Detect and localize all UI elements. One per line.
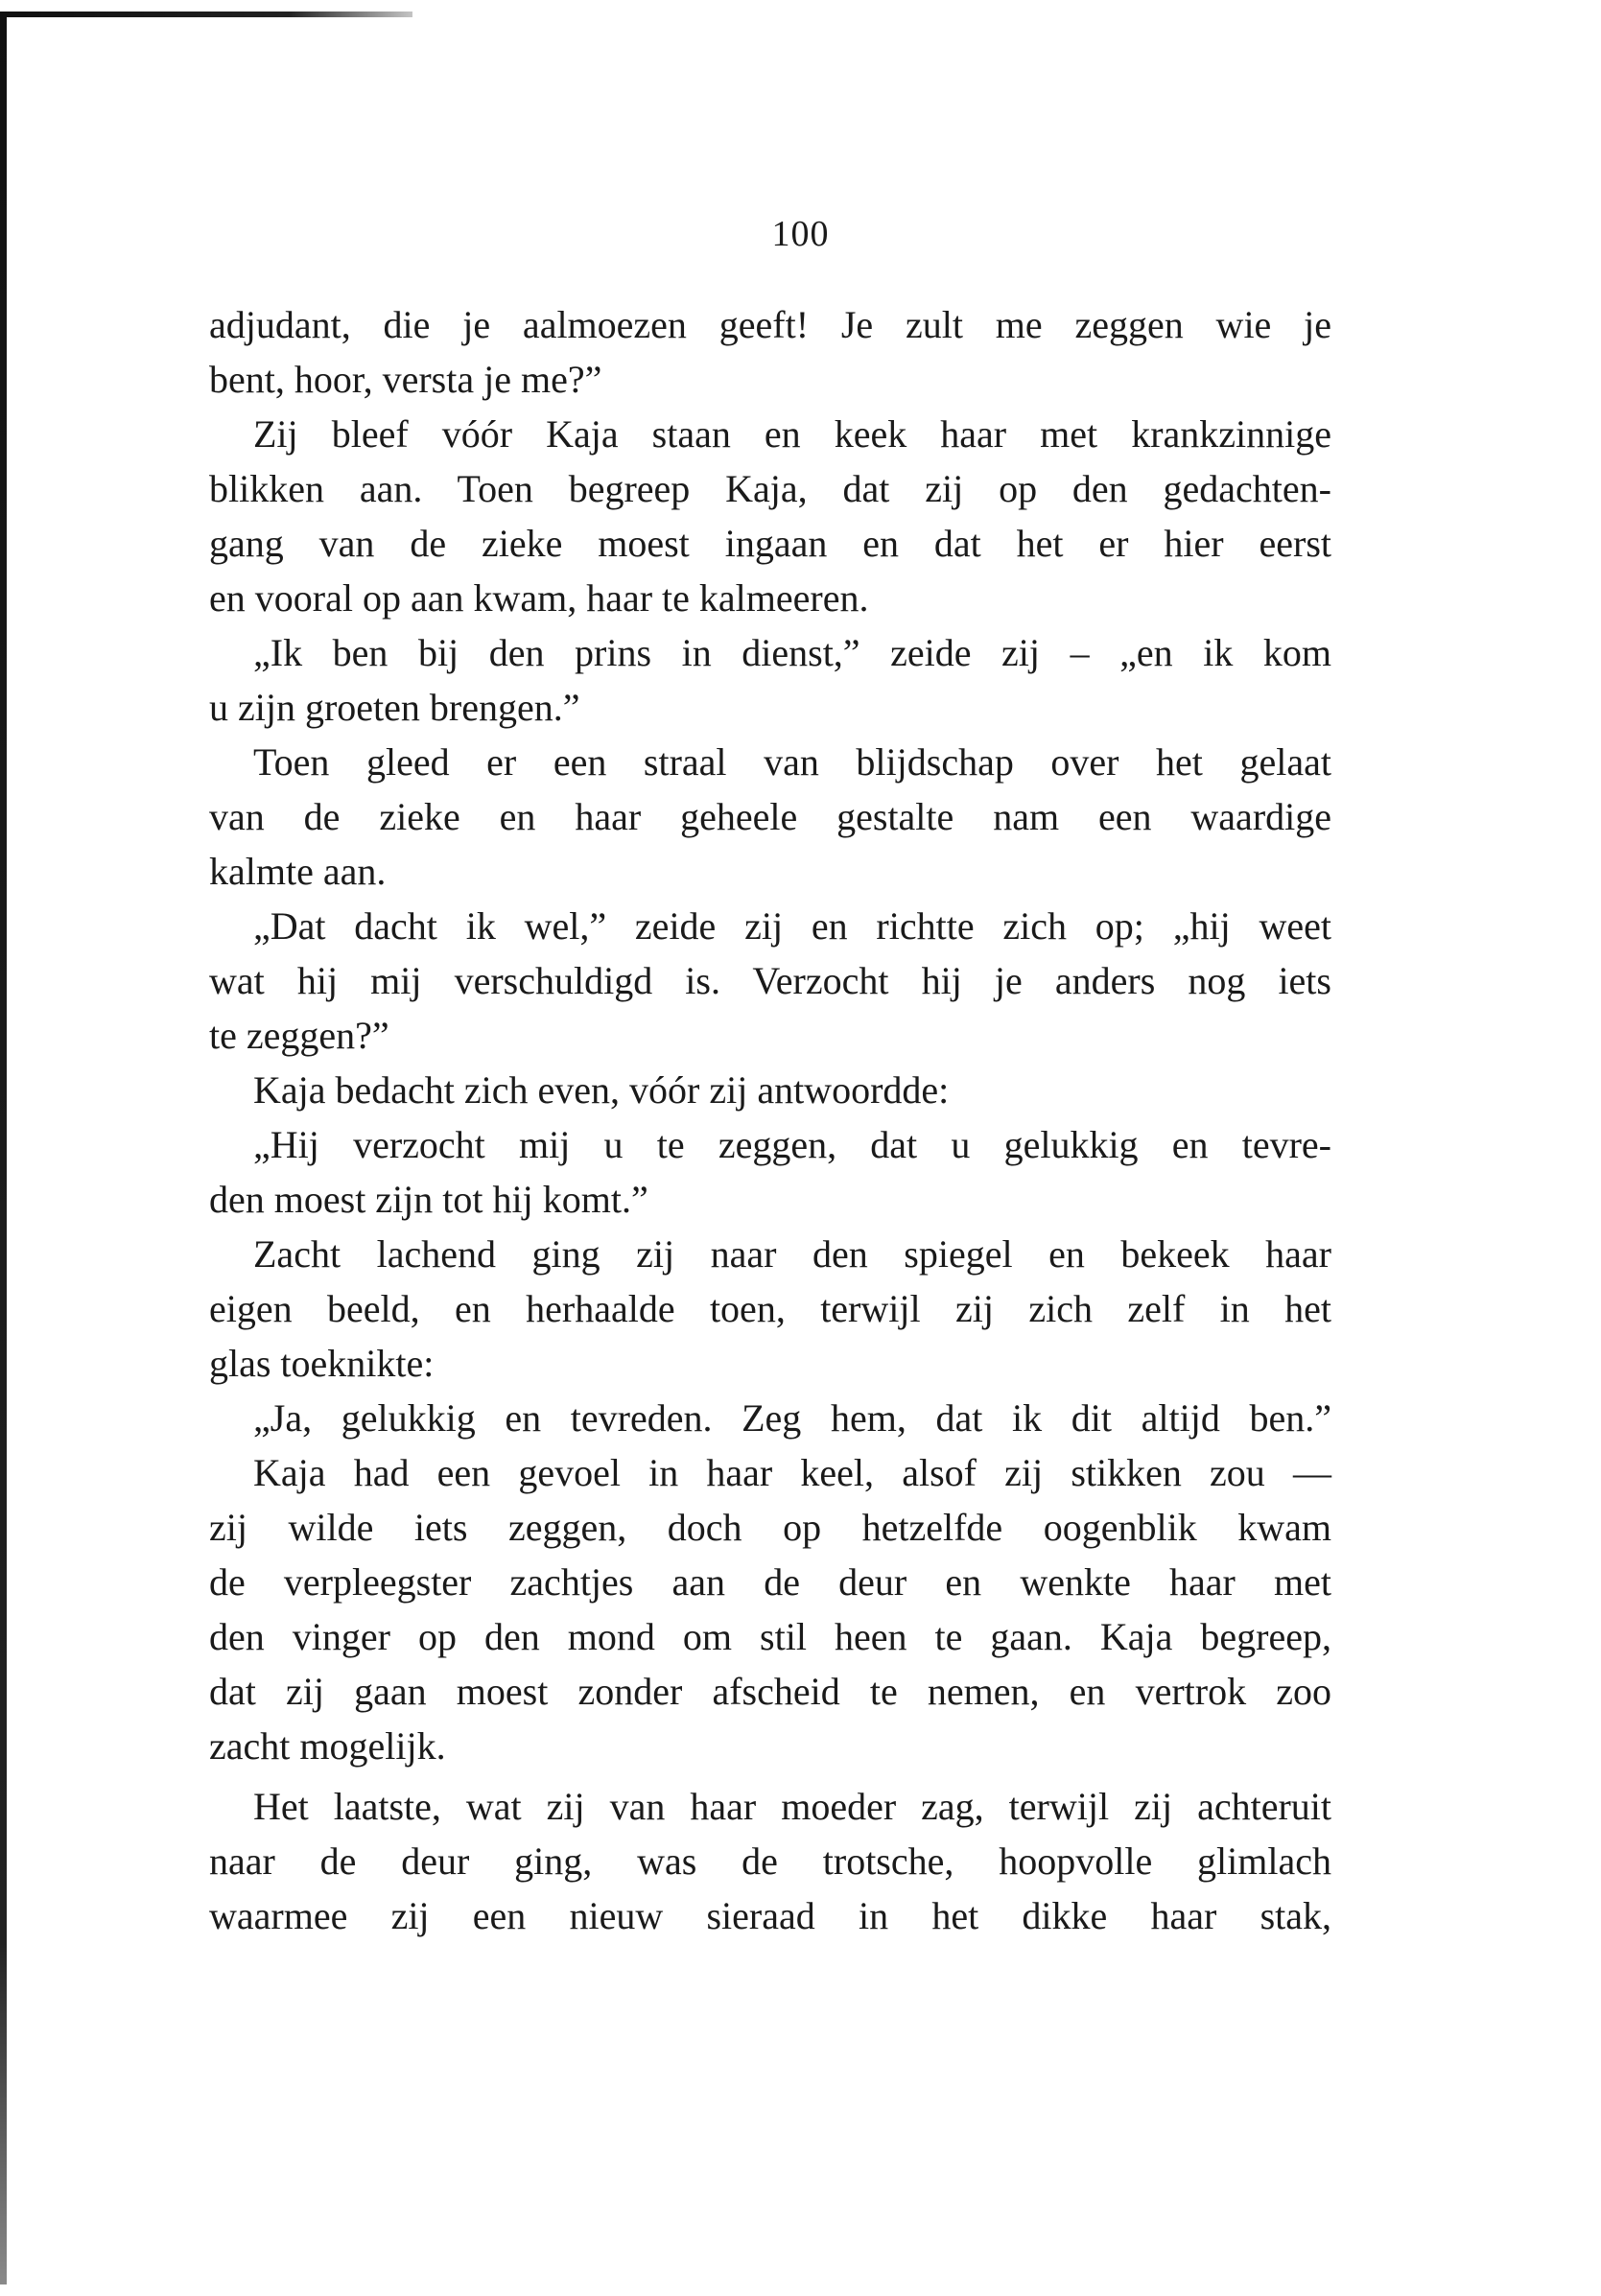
text-line: Toen gleed er een straal van blijdschap over het gelaat: [253, 740, 1331, 784]
text-line: waarmee zij een nieuw sieraad in het dikke haar stak,: [209, 1894, 1331, 1937]
text-line: naar de deur ging, was de trotsche, hoopvolle glimlach: [209, 1839, 1331, 1883]
text-line: gang van de zieke moest ingaan en dat het er hier eerst: [209, 522, 1331, 565]
text-line: den vinger op den mond om stil heen te gaan. Kaja begreep,: [209, 1615, 1331, 1658]
text-line: „Dat dacht ik wel,” zeide zij en richtte zich op; „hij weet: [253, 904, 1331, 948]
text-line: adjudant, die je aalmoezen geeft! Je zult me zeggen wie je: [209, 303, 1331, 346]
text-line: zij wilde iets zeggen, doch op hetzelfde oogenblik kwam: [209, 1506, 1331, 1549]
text-line: kalmte aan.: [209, 850, 387, 893]
text-line: dat zij gaan moest zonder afscheid te nemen, en vertrok zoo: [209, 1670, 1331, 1713]
text-line: de verpleegster zachtjes aan de deur en wenkte haar met: [209, 1560, 1331, 1604]
text-line: Kaja had een gevoel in haar keel, alsof zij stikken zou —: [253, 1451, 1331, 1494]
text-line: van de zieke en haar geheele gestalte nam een waardige: [209, 795, 1331, 838]
scan-border-top: [0, 12, 412, 17]
text-line: „Hij verzocht mij u te zeggen, dat u gelukkig en tevre-: [253, 1123, 1331, 1166]
text-line: den moest zijn tot hij komt.”: [209, 1178, 648, 1221]
body-text: [209, 297, 1331, 1943]
text-line: Zij bleef vóór Kaja staan en keek haar met krankzinnige: [253, 412, 1331, 456]
text-line: Zacht lachend ging zij naar den spiegel en bekeek haar: [253, 1232, 1331, 1276]
text-line: en vooral op aan kwam, haar te kalmeeren.: [209, 576, 869, 620]
text-line: eigen beeld, en herhaalde toen, terwijl zij zich zelf in het: [209, 1287, 1331, 1330]
scan-border-left: [0, 12, 7, 2284]
text-line: „Ik ben bij den prins in dienst,” zeide zij – „en ik kom: [253, 631, 1331, 674]
text-line: wat hij mij verschuldigd is. Verzocht hij je anders nog iets: [209, 959, 1331, 1002]
text-line: Het laatste, wat zij van haar moeder zag, terwijl zij achteruit: [253, 1785, 1331, 1828]
page-number: 100: [771, 214, 830, 254]
text-line: „Ja, gelukkig en tevreden. Zeg hem, dat ik dit altijd ben.”: [253, 1396, 1331, 1440]
text-line: Kaja bedacht zich even, vóór zij antwoordde:: [253, 1068, 950, 1112]
text-line: glas toeknikte:: [209, 1342, 435, 1385]
text-line: u zijn groeten brengen.”: [209, 686, 580, 729]
text-line: blikken aan. Toen begreep Kaja, dat zij op den gedachten-: [209, 467, 1331, 510]
text-line: bent, hoor, versta je me?”: [209, 358, 602, 401]
text-line: te zeggen?”: [209, 1014, 389, 1057]
text-line: zacht mogelijk.: [209, 1724, 446, 1768]
